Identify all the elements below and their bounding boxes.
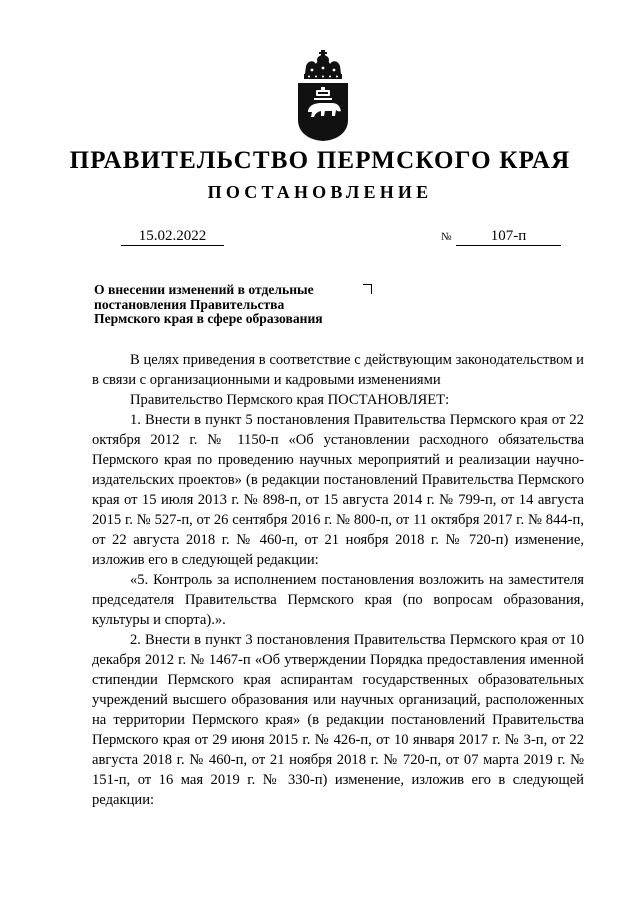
subject-line: О внесении изменений в отдельные	[94, 282, 314, 297]
number-sign: №	[441, 231, 452, 243]
document-body	[92, 350, 584, 810]
resolution-statement: Правительство Пермского края ПОСТАНОВЛЯЕТ:	[130, 392, 450, 408]
subject-line: постановления Правительства	[94, 296, 285, 312]
organization-title: ПРАВИТЕЛЬСТВО ПЕРМСКОГО КРАЯ	[69, 147, 571, 174]
paragraph-item-2: 2. Внести в пункт 3 постановления Правительства Пермского края от 10 декабря 2012 г. № 1467-п «Об утверждении Порядка предоставления именной стипендии Пермского края аспирантам государственных образовательных учреждений высшего образования или научных организаций, расположенных на территории Пермского края» (в редакции постановлений Правительства Пермского края от 29 июня 2015 г. № 426-п, от 10 января 2017 г. № 3-п, от 22 августа 2018 г. № 460-п, от 21 ноября 2018 г. № 720-п, от 07 марта 2019 г. № 151-п, от 16 мая 2019 г. № 330-п) изменение, изложив его в следующей редакции:	[92, 632, 584, 808]
subject-line: Пермского края в сфере образования	[94, 311, 323, 326]
corner-mark	[363, 284, 372, 294]
paragraph-item-1: 1. Внести в пункт 5 постановления Правительства Пермского края от 22 октября 2012 г. № 1150-п «Об установлении расходного обязательства Пермского края по проведению научных мероприятий и реализации научно-издательских проектов» (в редакции постановлений Правительства Пермского края от 15 июля 2013 г. № 898-п, от 15 августа 2014 г. № 799-п, от 14 августа 2015 г. № 527-п, от 26 сентября 2016 г. № 800-п, от 11 октября 2017 г. № 844-п, от 22 августа 2018 г. № 460-п, от 21 ноября 2018 г. № 720-п) изменение, изложив его в следующей редакции:	[92, 412, 584, 568]
coat-of-arms-icon	[294, 50, 352, 142]
document-type: ПОСТАНОВЛЕНИЕ	[207, 182, 433, 202]
document-number: 107-п	[456, 227, 561, 246]
quoted-amendment: «5. Контроль за исполнением постановления возложить на заместителя председателя Правительства Пермского края (по вопросам образования, культуры и спорта).».	[92, 572, 584, 628]
preamble-paragraph: В целях приведения в соответствие с действующим законодательством и в связи с организационными и кадровыми изменениями	[92, 352, 584, 388]
document-subject	[94, 283, 384, 327]
document-date: 15.02.2022	[121, 227, 224, 246]
